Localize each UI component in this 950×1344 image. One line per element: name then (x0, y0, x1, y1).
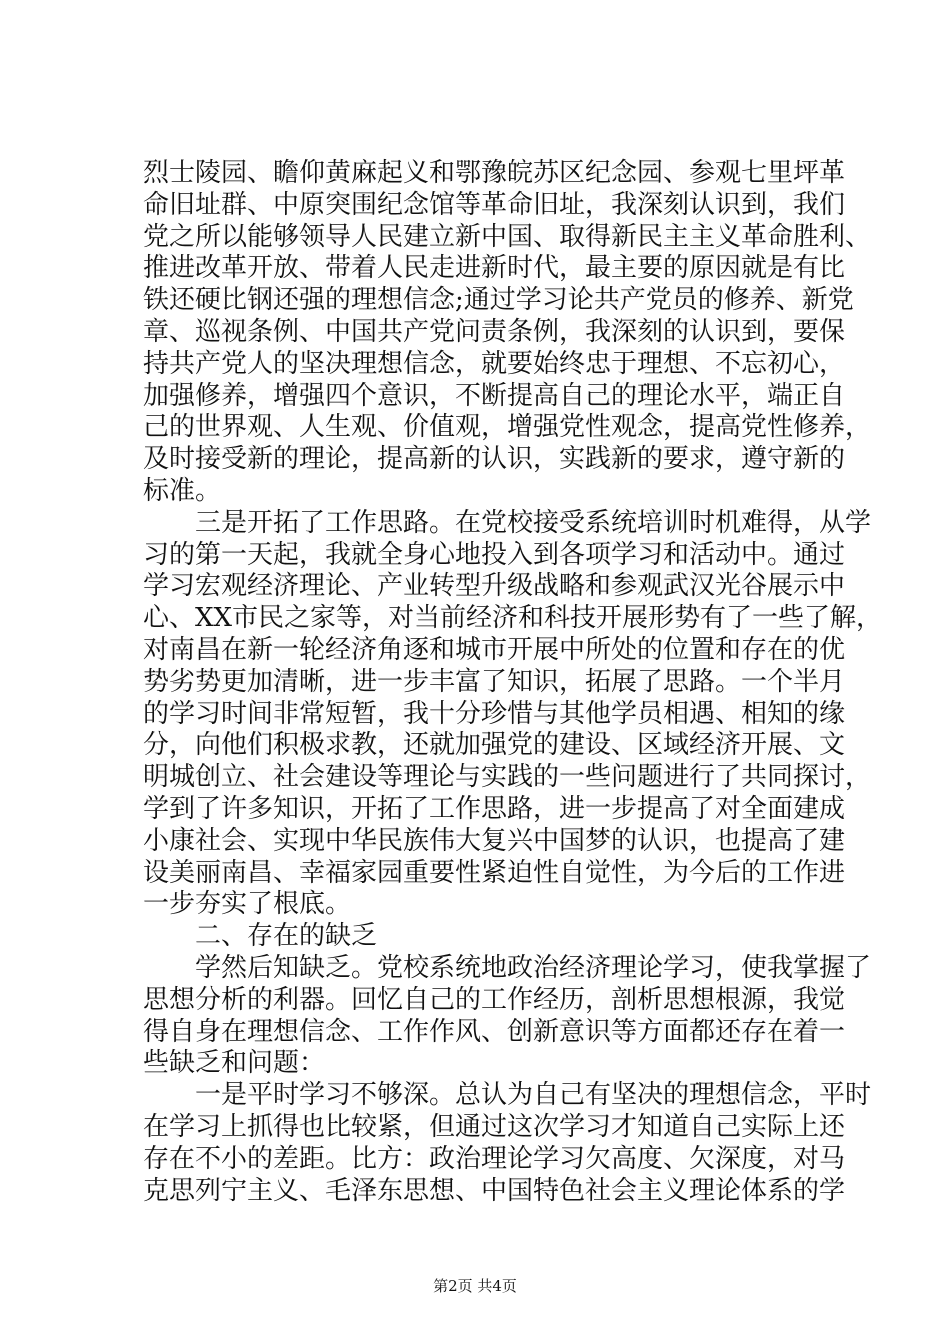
document-body (143, 158, 883, 1207)
text-line: 一步夯实了根底。 (143, 889, 352, 920)
text-line: 心、XX市民之家等，对当前经济和科技开展形势有了一些了解， (143, 603, 883, 634)
text-line: 二、存在的缺乏 (195, 921, 378, 952)
text-line: 三是开拓了工作思路。在党校接受系统培训时机难得，从学 (195, 507, 872, 538)
page-footer: 第2页 共4页 (433, 1277, 517, 1295)
text-line: 持共产党人的坚决理想信念，就要始终忠于理想、不忘初心， (143, 348, 846, 379)
text-line: 存在不小的差距。比方：政治理论学习欠高度、欠深度，对马 (143, 1143, 846, 1174)
text-line: 分，向他们积极求教，还就加强党的建设、区域经济开展、文 (143, 730, 846, 761)
text-line: 克思列宁主义、毛泽东思想、中国特色社会主义理论体系的学 (143, 1175, 846, 1206)
text-line: 设美丽南昌、幸福家园重要性紧迫性自觉性，为今后的工作进 (143, 857, 846, 888)
text-line: 学到了许多知识，开拓了工作思路，进一步提高了对全面建成 (143, 793, 846, 824)
text-line: 对南昌在新一轮经济角逐和城市开展中所处的位置和存在的优 (143, 634, 846, 665)
text-line: 在学习上抓得也比较紧，但通过这次学习才知道自己实际上还 (143, 1111, 846, 1142)
text-line: 些缺乏和问题： (143, 1048, 326, 1079)
text-line: 一是平时学习不够深。总认为自己有坚决的理想信念，平时 (195, 1080, 872, 1111)
text-line: 明城创立、社会建设等理论与实践的一些问题进行了共同探讨， (143, 762, 872, 793)
text-line: 思想分析的利器。回忆自己的工作经历，剖析思想根源，我觉 (143, 984, 846, 1015)
text-line: 标准。 (143, 475, 222, 506)
text-line: 烈士陵园、瞻仰黄麻起义和鄂豫皖苏区纪念园、参观七里坪革 (143, 158, 846, 188)
text-line: 及时接受新的理论，提高新的认识，实践新的要求，遵守新的 (143, 444, 846, 475)
text-line: 加强修养，增强四个意识，不断提高自己的理论水平，端正自 (143, 380, 846, 411)
text-line: 章、巡视条例、中国共产党问责条例，我深刻的认识到，要保 (143, 316, 846, 347)
text-line: 铁还硬比钢还强的理想信念;通过学习论共产党员的修养、新党 (143, 285, 854, 316)
text-line: 推进改革开放、带着人民走进新时代，最主要的原因就是有比 (143, 253, 846, 284)
text-line: 得自身在理想信念、工作作风、创新意识等方面都还存在着一 (143, 1016, 846, 1047)
text-line: 学然后知缺乏。党校系统地政治经济理论学习，使我掌握了 (195, 952, 872, 983)
text-line: 命旧址群、中原突围纪念馆等革命旧址，我深刻认识到，我们 (143, 189, 846, 220)
text-line: 习的第一天起，我就全身心地投入到各项学习和活动中。通过 (143, 539, 846, 570)
text-line: 党之所以能够领导人民建立新中国、取得新民主主义革命胜利、 (143, 221, 872, 252)
text-line: 势劣势更加清晰，进一步丰富了知识，拓展了思路。一个半月 (143, 666, 846, 697)
text-line: 小康社会、实现中华民族伟大复兴中国梦的认识，也提高了建 (143, 825, 846, 856)
text-line: 的学习时间非常短暂，我十分珍惜与其他学员相遇、相知的缘 (143, 698, 846, 729)
text-line: 学习宏观经济理论、产业转型升级战略和参观武汉光谷展示中 (143, 571, 846, 602)
text-line: 己的世界观、人生观、价值观，增强党性观念，提高党性修养， (143, 412, 872, 443)
